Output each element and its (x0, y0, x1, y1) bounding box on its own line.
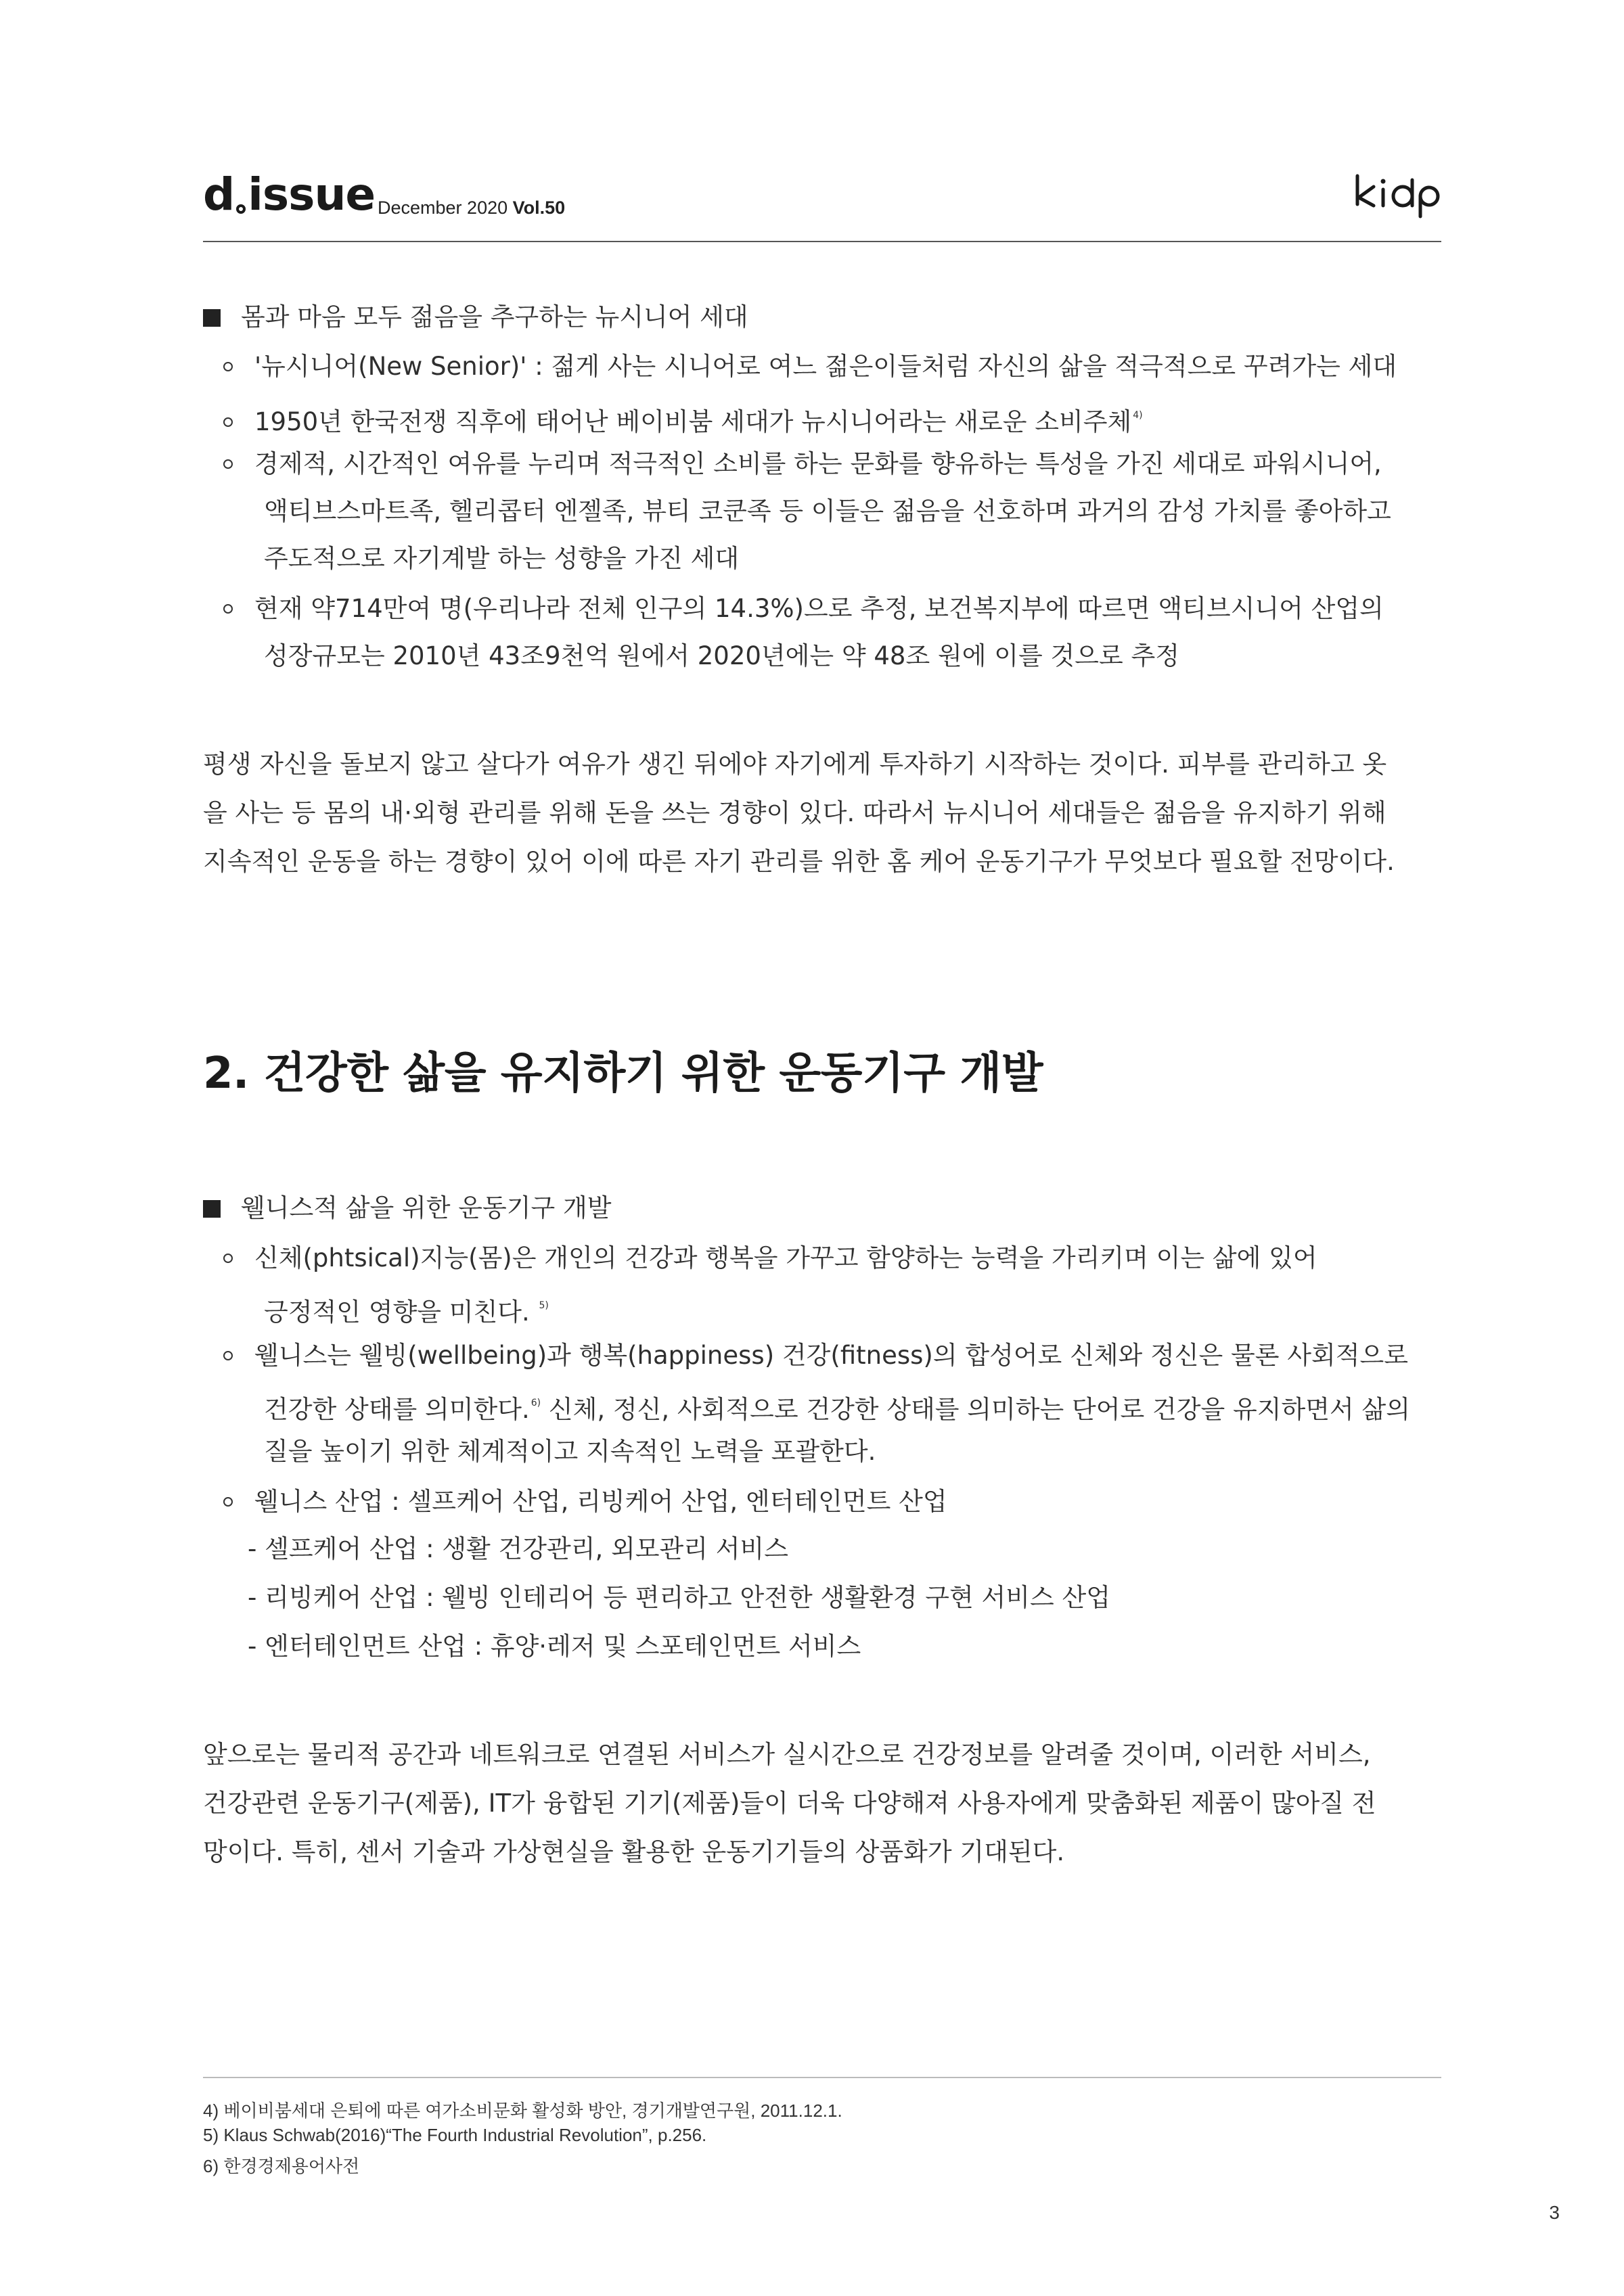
item-text: 긍정적인 영향을 미친다. (264, 1298, 538, 1327)
section2-sub-item: - 리빙케어 산업 : 웰빙 인테리어 등 편리하고 안전한 생활환경 구현 서비스 산업 (248, 1583, 1110, 1612)
issue-meta (378, 198, 565, 219)
footnote-divider (203, 2077, 1441, 2078)
section2-title (203, 1192, 611, 1224)
section1-paragraph-line: 을 사는 등 몸의 내·외형 관리를 위해 돈을 쓰는 경향이 있다. 따라서 뉴시니어 세대들은 젊음을 유지하기 위해 (203, 798, 1386, 827)
section2-title-text: 웰니스적 삶을 위한 운동기구 개발 (241, 1193, 612, 1222)
page-number: 3 (1549, 2202, 1560, 2223)
item-text: 건강한 상태를 의미한다. (264, 1395, 530, 1424)
page-header (203, 162, 1441, 244)
issue-date: December 2020 (378, 198, 513, 218)
circle-bullet-icon (223, 1254, 233, 1263)
section2-item-3 (223, 1486, 947, 1518)
section2-paragraph-line: 건강관련 운동기구(제품), IT가 융합된 기기(제품)들이 더욱 다양해져 사용자에게 맞춤화된 제품이 많아질 전 (203, 1789, 1376, 1818)
section2-item-2 (223, 1339, 1408, 1372)
section2-item-1 (223, 1242, 1317, 1275)
circle-bullet-icon (223, 417, 233, 427)
section2-sub-item: - 엔터테인먼트 산업 : 휴양·레저 및 스포테인먼트 서비스 (248, 1632, 861, 1661)
section1-item-3 (223, 448, 1382, 480)
section2-paragraph-line: 앞으로는 물리적 공간과 네트워크로 연결된 서비스가 실시간으로 건강정보를 알려줄 것이며, 이러한 서비스, (203, 1740, 1371, 1769)
kidp-logo (1353, 166, 1441, 221)
issue-volume: Vol.50 (512, 198, 566, 218)
footnote-6: 6) 한경경제용어사전 (203, 2156, 360, 2176)
footnote-4: 4) 베이비붐세대 은퇴에 따른 여가소비문화 활성화 방안, 경기개발연구원, 2011.12.1. (203, 2100, 842, 2121)
section-heading: 2. 건강한 삶을 유지하기 위한 운동기구 개발 (203, 1049, 1043, 1099)
square-bullet-icon (203, 1200, 221, 1218)
section2-item-1-cont (264, 1289, 549, 1329)
logo-word-issue: issue (248, 168, 376, 221)
circle-bullet-icon (223, 604, 233, 614)
section2-item-2-cont (264, 1387, 1410, 1426)
section2-paragraph-line: 망이다. 특히, 센서 기술과 가상현실을 활용한 운동기기들의 상품화가 기대된다. (203, 1837, 1065, 1866)
section2-item-2-cont: 질을 높이기 위한 체계적이고 지속적인 노력을 포괄한다. (264, 1437, 876, 1466)
section1-item-3-cont: 액티브스마트족, 헬리콥터 엔젤족, 뷰티 코쿤족 등 이들은 젊음을 선호하며 과거의 감성 가치를 좋아하고 (264, 497, 1391, 526)
section1-item-3-cont: 주도적으로 자기계발 하는 성향을 가진 세대 (264, 544, 740, 573)
section2-sub-item: - 셀프케어 산업 : 생활 건강관리, 외모관리 서비스 (248, 1534, 789, 1563)
section1-item-2 (223, 399, 1143, 438)
footnote-ref: 6) (531, 1398, 541, 1408)
logo-letter-d: d (203, 168, 235, 221)
item-text: 신체, 정신, 사회적으로 건강한 상태를 의미하는 단어로 건강을 유지하면서 삶의 (541, 1395, 1410, 1424)
item-text: 신체(phtsical)지능(몸)은 개인의 건강과 행복을 가꾸고 함양하는 능력을 가리키며 이는 삶에 있어 (254, 1243, 1317, 1272)
item-text: 웰니스는 웰빙(wellbeing)과 행복(happiness) 건강(fitness)의 합성어로 신체와 정신은 물론 사회적으로 (254, 1341, 1408, 1370)
footnote-5: 5) Klaus Schwab(2016)“The Fourth Industrial Revolution”, p.256. (203, 2125, 707, 2145)
logo-dot-icon (236, 204, 246, 214)
section1-paragraph-line: 평생 자신을 돌보지 않고 살다가 여유가 생긴 뒤에야 자기에게 투자하기 시작하는 것이다. 피부를 관리하고 옷 (203, 750, 1387, 779)
footnote-ref: 4) (1133, 410, 1143, 421)
circle-bullet-icon (223, 362, 233, 371)
section1-paragraph-line: 지속적인 운동을 하는 경향이 있어 이에 따른 자기 관리를 위한 홈 케어 운동기구가 무엇보다 필요할 전망이다. (203, 847, 1395, 876)
section1-item-4 (223, 593, 1384, 625)
item-text: 경제적, 시간적인 여유를 누리며 적극적인 소비를 하는 문화를 향유하는 특성을 가진 세대로 파워시니어, (254, 449, 1382, 478)
item-text: '뉴시니어(New Senior)' : 젊게 사는 시니어로 여느 젊은이들처럼 자신의 삶을 적극적으로 꾸려가는 세대 (254, 352, 1397, 381)
section1-title (203, 301, 748, 334)
header-divider (203, 241, 1441, 242)
circle-bullet-icon (223, 1351, 233, 1360)
circle-bullet-icon (223, 459, 233, 469)
section1-title-text: 몸과 마음 모두 젊음을 추구하는 뉴시니어 세대 (241, 302, 748, 331)
item-text: 1950년 한국전쟁 직후에 태어난 베이비붐 세대가 뉴시니어라는 새로운 소비주체 (254, 407, 1132, 436)
item-text: 현재 약714만여 명(우리나라 전체 인구의 14.3%)으로 추정, 보건복지부에 따르면 액티브시니어 산업의 (254, 594, 1384, 623)
section1-item-4-cont: 성장규모는 2010년 43조9천억 원에서 2020년에는 약 48조 원에 이를 것으로 추정 (264, 641, 1179, 670)
section1-item-1 (223, 350, 1397, 383)
square-bullet-icon (203, 309, 221, 327)
footnote-ref: 5) (539, 1300, 549, 1311)
item-text: 웰니스 산업 : 셀프케어 산업, 리빙케어 산업, 엔터테인먼트 산업 (254, 1487, 947, 1516)
dissue-logo (203, 168, 375, 222)
circle-bullet-icon (223, 1497, 233, 1507)
